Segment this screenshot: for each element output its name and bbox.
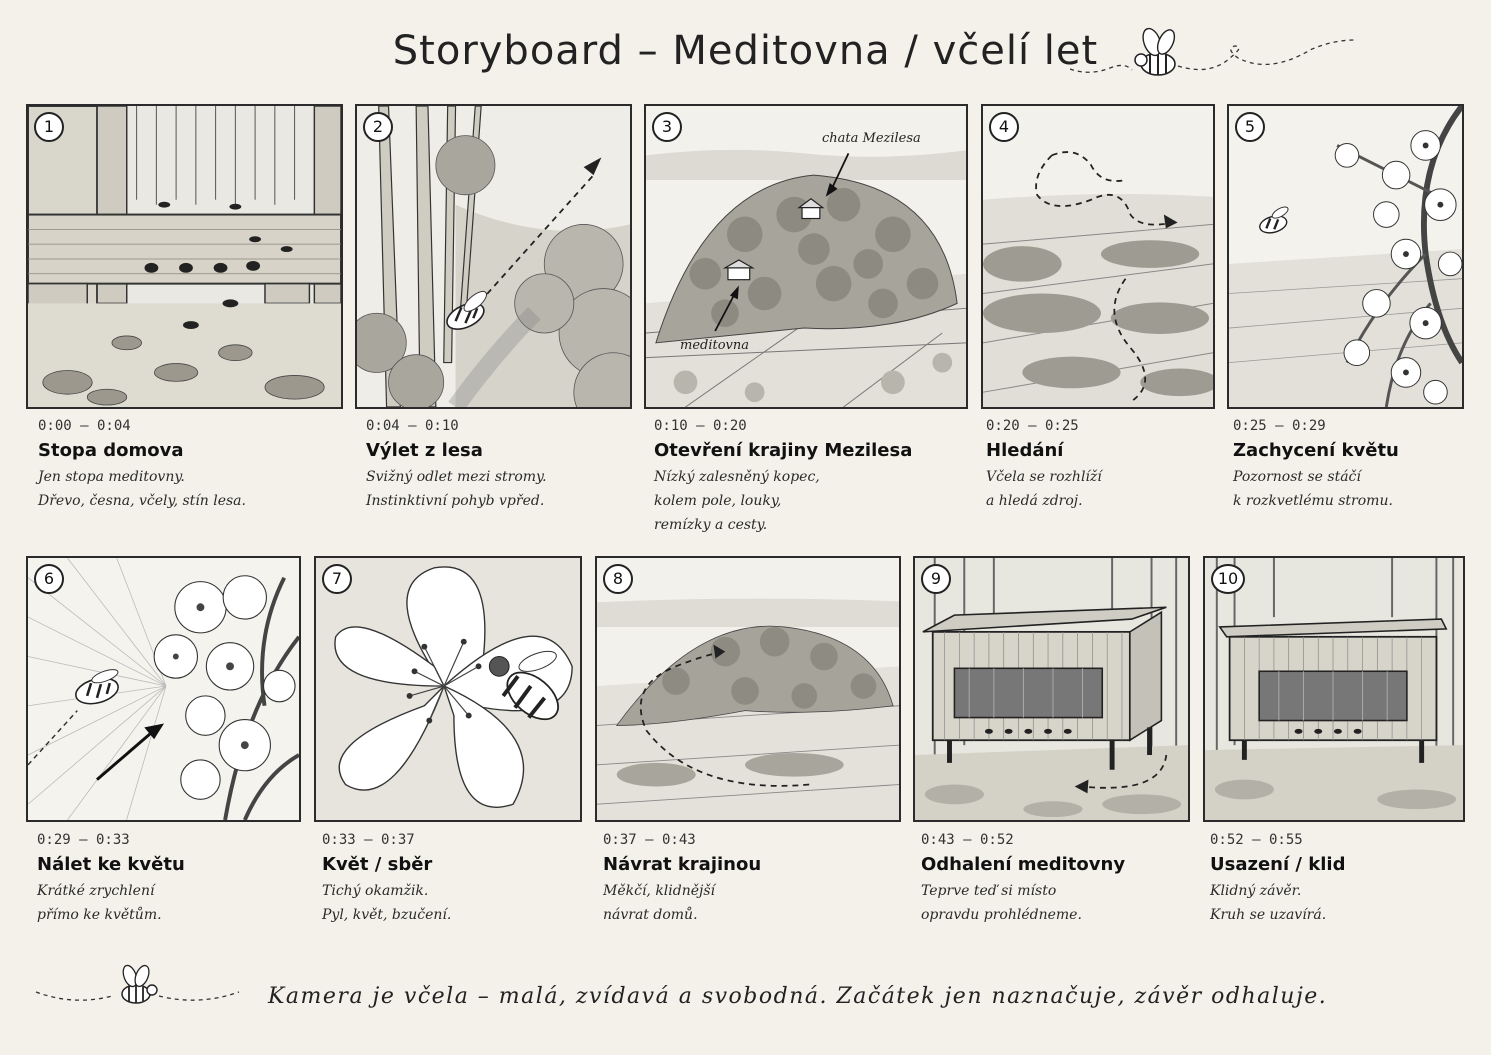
landscape-hill-illustration	[646, 106, 966, 407]
bee-icon	[34, 962, 244, 1012]
panel-8	[595, 556, 901, 822]
panel-description: Svižný odlet mezi stromy. Instinktivní pohyb vpřed.	[366, 469, 547, 509]
caption-10	[1210, 832, 1345, 927]
page-title: Storyboard – Meditovna / včelí let	[392, 28, 1099, 74]
panel-heading: Hledání	[986, 440, 1064, 461]
panel-5	[1227, 104, 1464, 409]
panel-10	[1203, 556, 1465, 822]
blossom-tree-illustration	[1229, 106, 1462, 407]
forest-flight-illustration	[357, 106, 630, 407]
panel-heading: Stopa domova	[38, 440, 184, 461]
panel-number: 5	[1235, 112, 1265, 142]
panel-7	[314, 556, 582, 822]
panel-heading: Květ / sběr	[322, 854, 433, 875]
meditovna-reveal-illustration	[915, 558, 1188, 820]
panel-6	[26, 556, 301, 822]
footer-motto: Kamera je včela – malá, zvídavá a svobodná. Začátek jen naznačuje, závěr odhaluje.	[268, 984, 1328, 1009]
timecode: 0:29 – 0:33	[37, 832, 130, 848]
panel-number: 2	[363, 112, 393, 142]
timecode: 0:25 – 0:29	[1233, 418, 1326, 434]
panel-description: Včela se rozhlíží a hledá zdroj.	[986, 469, 1102, 509]
timecode: 0:43 – 0:52	[921, 832, 1014, 848]
caption-7	[322, 832, 451, 927]
timecode: 0:37 – 0:43	[603, 832, 696, 848]
annotation-meditovna: meditovna	[680, 338, 750, 353]
panel-number: 7	[322, 564, 352, 594]
hive-closeup-illustration	[28, 106, 341, 407]
caption-3	[654, 418, 912, 537]
bee-icon	[1070, 14, 1360, 84]
flower-macro-illustration	[316, 558, 580, 820]
timecode: 0:04 – 0:10	[366, 418, 459, 434]
panel-number: 4	[989, 112, 1019, 142]
caption-2	[366, 418, 547, 513]
return-landscape-illustration	[597, 558, 899, 820]
panel-description: Krátké zrychlení přímo ke květům.	[37, 883, 162, 923]
panel-description: Měkčí, klidnější návrat domů.	[603, 883, 716, 923]
panel-heading: Odhalení meditovny	[921, 854, 1126, 875]
settling-meditovna-illustration	[1205, 558, 1463, 820]
panel-description: Pozornost se stáčí k rozkvetlému stromu.	[1233, 469, 1393, 509]
panel-1	[26, 104, 343, 409]
caption-5	[1233, 418, 1399, 513]
panel-heading: Výlet z lesa	[366, 440, 483, 461]
approach-flower-illustration	[28, 558, 299, 820]
panel-description: Teprve teď si místo opravdu prohlédneme.	[921, 883, 1082, 923]
panel-number: 1	[34, 112, 64, 142]
timecode: 0:10 – 0:20	[654, 418, 747, 434]
panel-number: 3	[652, 112, 682, 142]
searching-landscape-illustration	[983, 106, 1213, 407]
panel-number: 6	[34, 564, 64, 594]
timecode: 0:00 – 0:04	[38, 418, 131, 434]
panel-heading: Usazení / klid	[1210, 854, 1346, 875]
panel-4	[981, 104, 1215, 409]
panel-9	[913, 556, 1190, 822]
panel-heading: Otevření krajiny Mezilesa	[654, 440, 913, 461]
annotation-chata: chata Mezilesa	[822, 131, 921, 146]
caption-4	[986, 418, 1102, 513]
caption-8	[603, 832, 761, 927]
timecode: 0:52 – 0:55	[1210, 832, 1303, 848]
timecode: 0:33 – 0:37	[322, 832, 415, 848]
panel-description: Jen stopa meditovny. Dřevo, česna, včely, stín lesa.	[38, 469, 246, 509]
timecode: 0:20 – 0:25	[986, 418, 1079, 434]
panel-number: 8	[603, 564, 633, 594]
panel-number: 9	[921, 564, 951, 594]
panel-description: Nízký zalesněný kopec, kolem pole, louky, remízky a cesty.	[654, 469, 820, 533]
panel-description: Tichý okamžik. Pyl, květ, bzučení.	[322, 883, 452, 923]
caption-6	[37, 832, 185, 927]
panel-3	[644, 104, 968, 409]
panel-heading: Návrat krajinou	[603, 854, 762, 875]
caption-9	[921, 832, 1125, 927]
caption-1	[38, 418, 246, 513]
panel-heading: Zachycení květu	[1233, 440, 1399, 461]
panel-heading: Nálet ke květu	[37, 854, 185, 875]
panel-description: Klidný závěr. Kruh se uzavírá.	[1210, 883, 1327, 923]
panel-number: 10	[1211, 564, 1245, 594]
panel-2	[355, 104, 632, 409]
